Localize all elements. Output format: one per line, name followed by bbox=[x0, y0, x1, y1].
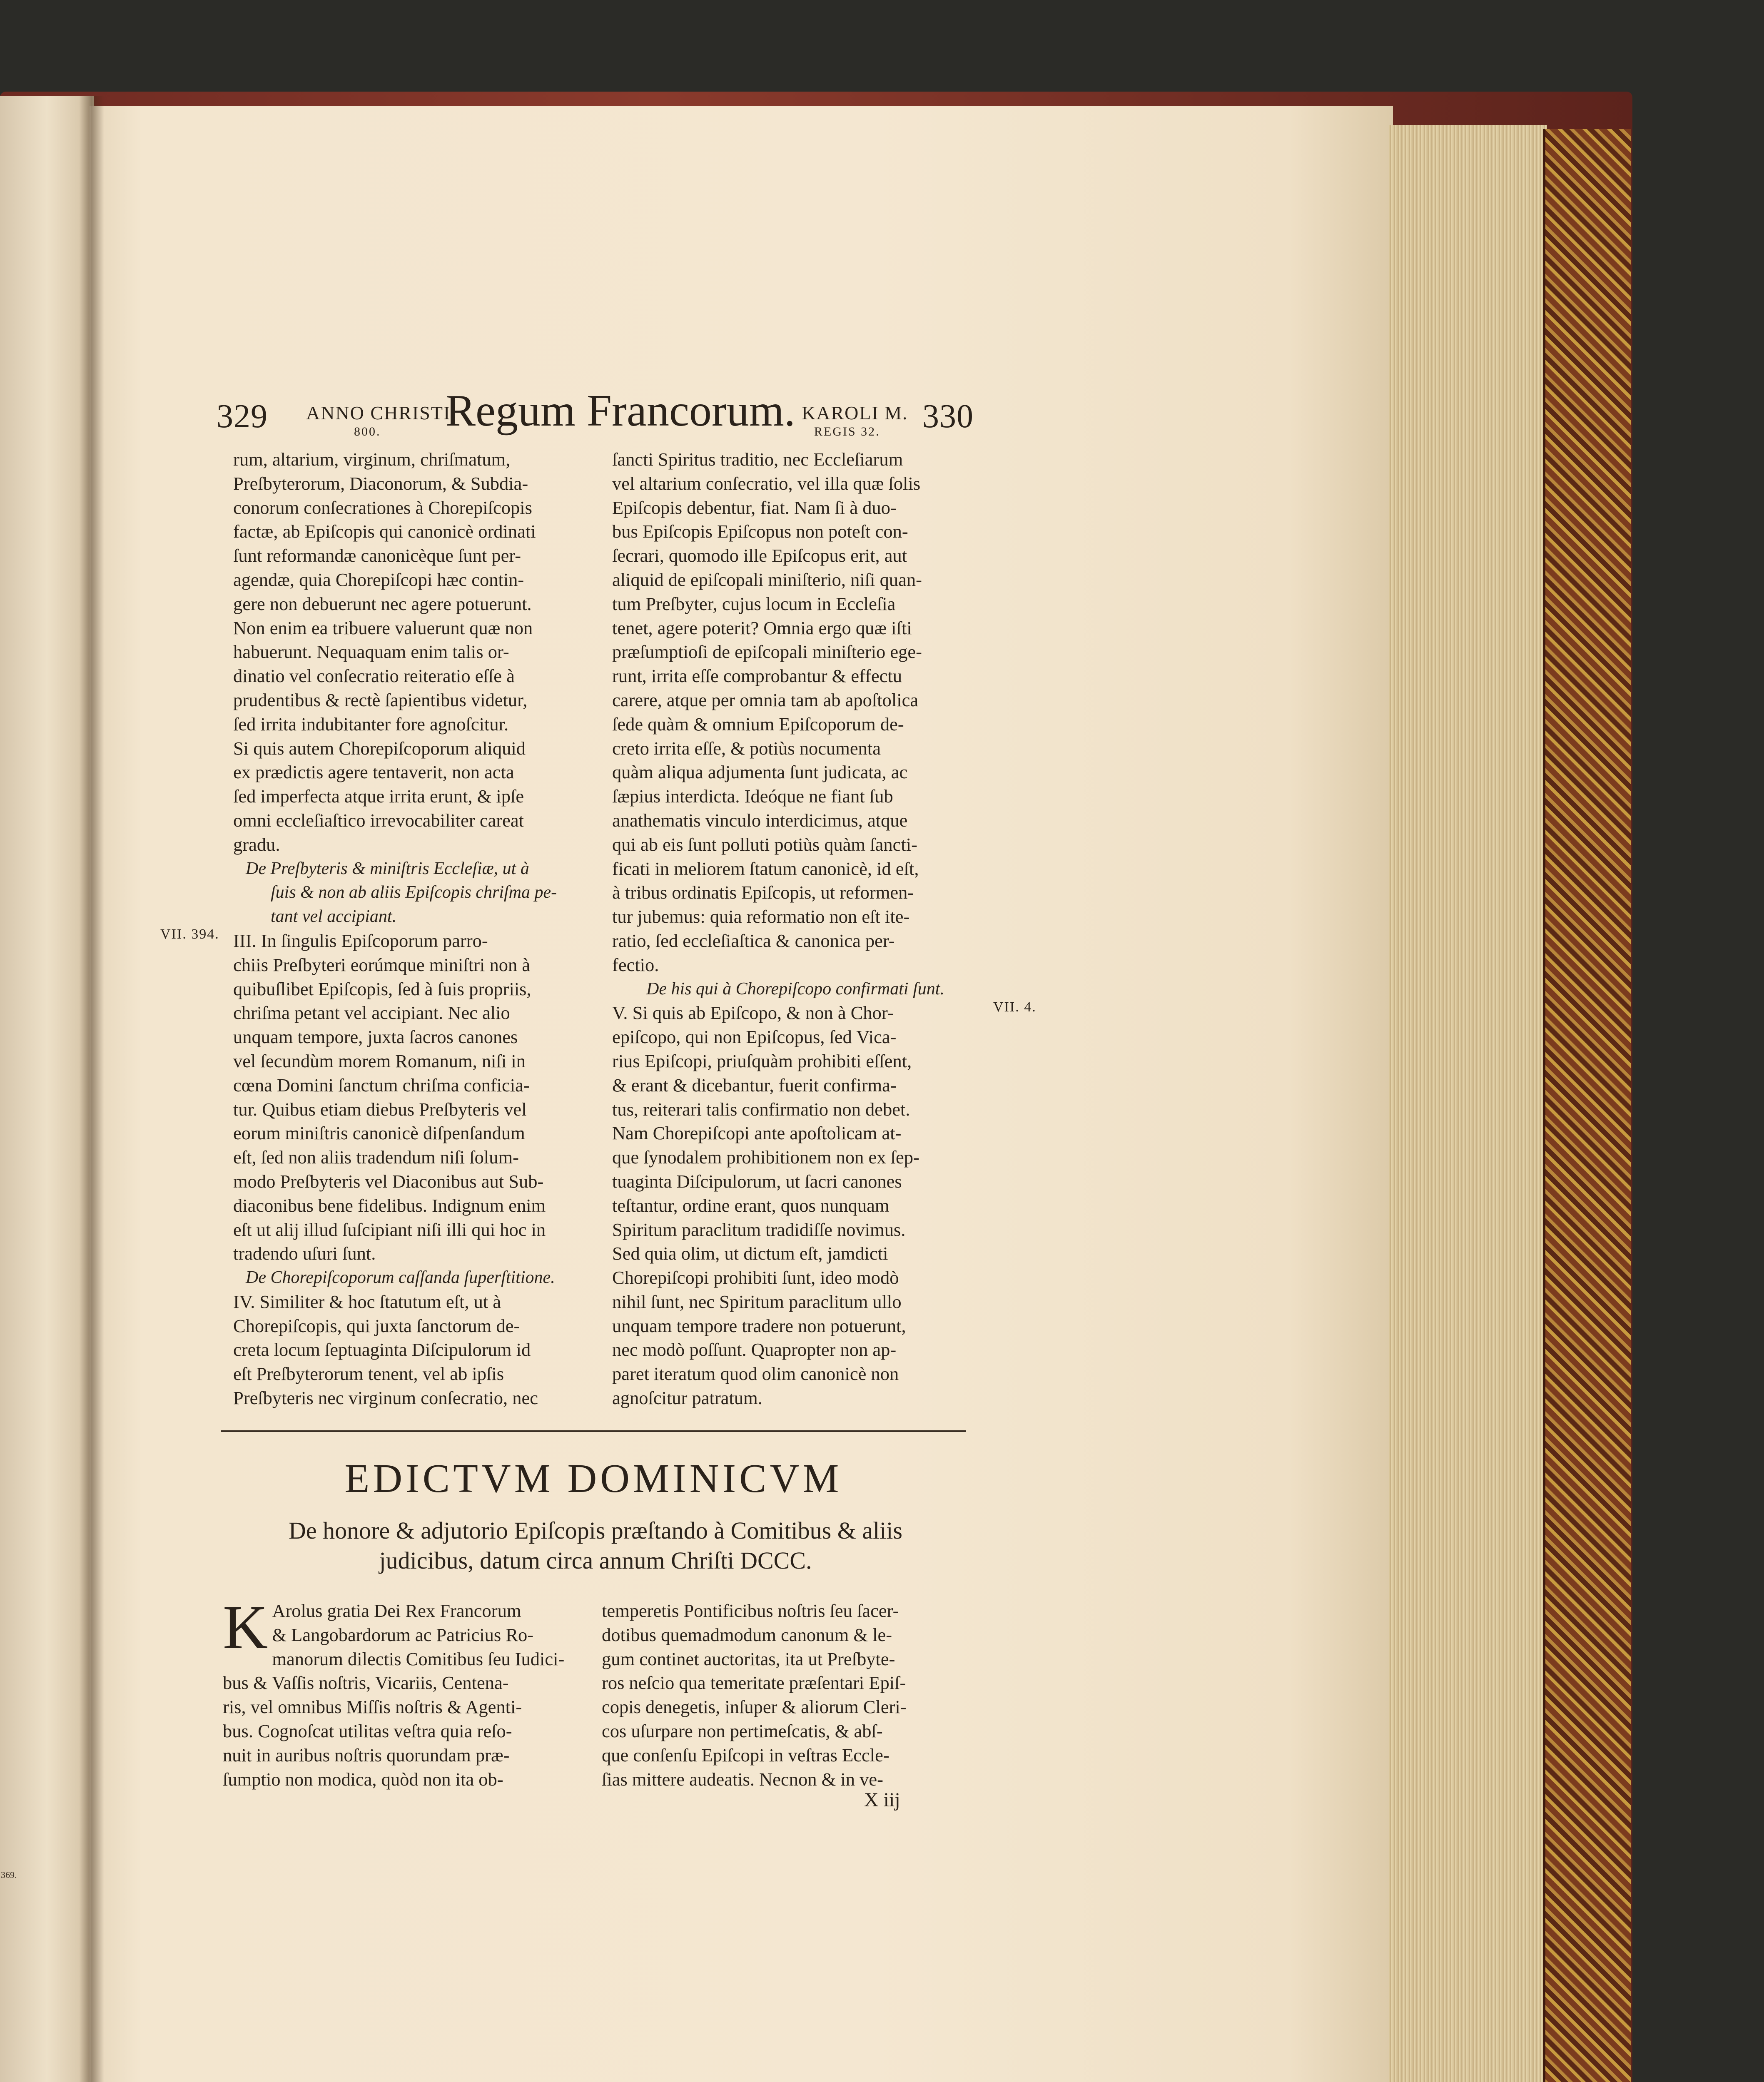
text-line: Epiſcopis debentur, fiat. Nam ſi à duo- bbox=[612, 497, 897, 518]
regis-year: REGIS 32. bbox=[814, 425, 880, 438]
text-line: bus. Cognoſcat utilitas veſtra quia reſo- bbox=[223, 1720, 512, 1741]
text-line: dotibus quemadmodum canonum & le- bbox=[602, 1624, 892, 1645]
left-para-3 bbox=[233, 1290, 600, 1410]
text-line: cœna Domini ſanctum chriſma conficia- bbox=[233, 1074, 530, 1096]
margin-note-right: VII. 4. bbox=[993, 999, 1036, 1015]
text-line: præſumptioſi de epiſcopali miniſterio ege- bbox=[612, 641, 922, 662]
text-line: V. Si quis ab Epiſcopo, & non à Chor- bbox=[612, 1002, 894, 1024]
text-line: eſt, ſed non aliis tradendum niſi ſolum- bbox=[233, 1147, 519, 1168]
text-line: ſias mittere audeatis. Necnon & in ve- bbox=[602, 1768, 883, 1790]
text-line: Chorepiſcopi prohibiti ſunt, ideo modò bbox=[612, 1267, 899, 1288]
text-line: conorum conſecrationes à Chorepiſcopis bbox=[233, 497, 532, 518]
text-line: diaconibus bene fidelibus. Indignum enim bbox=[233, 1195, 546, 1216]
text-line: prudentibus & rectè ſapientibus videtur, bbox=[233, 689, 528, 710]
text-line: Chorepiſcopis, qui juxta ſanctorum de- bbox=[233, 1315, 520, 1336]
section-heading-confirmati: De his qui à Chorepiſcopo confirmati ſunt. bbox=[646, 979, 944, 999]
text-line: tur jubemus: quia reformatio non eſt ite- bbox=[612, 906, 910, 927]
running-title: Regum Francorum. bbox=[446, 386, 795, 436]
left-column bbox=[233, 448, 600, 1410]
text-line: cos uſurpare non pertimeſcatis, & abſ- bbox=[602, 1720, 883, 1741]
text-line: Nam Chorepiſcopi ante apoſtolicam at- bbox=[612, 1123, 902, 1144]
folio-right: 330 bbox=[922, 398, 974, 435]
left-page-margin-note: 369. bbox=[1, 1870, 17, 1880]
text-line: rum, altarium, virginum, chriſmatum, bbox=[233, 449, 511, 470]
text-line: ris, vel omnibus Miſſis noſtris & Agenti- bbox=[223, 1696, 522, 1718]
text-line: tus, reiterari talis confirmatio non debet. bbox=[612, 1098, 910, 1120]
text-line: IV. Similiter & hoc ſtatutum eſt, ut à bbox=[233, 1291, 501, 1312]
text-line: teſtantur, ordine erant, quos nunquam bbox=[612, 1195, 889, 1216]
gutter-shadow bbox=[79, 96, 104, 2082]
text-line: bus Epiſcopis Epiſcopus non poteſt con- bbox=[612, 521, 908, 542]
text-line: Arolus gratia Dei Rex Francorum bbox=[272, 1600, 521, 1621]
margin-note-left: VII. 394. bbox=[160, 926, 219, 942]
heading-line: tant vel accipiant. bbox=[271, 907, 397, 926]
text-line: ſede quàm & omnium Epiſcoporum de- bbox=[612, 713, 904, 735]
text-line: habuerunt. Nequaquam enim talis or- bbox=[233, 641, 509, 662]
text-line: Preſbyteris nec virginum conſecratio, nec bbox=[233, 1387, 538, 1409]
text-line: que conſenſu Epiſcopi in veſtras Eccle- bbox=[602, 1744, 889, 1766]
text-line: factæ, ab Epiſcopis qui canonicè ordinati bbox=[233, 521, 536, 542]
text-line: quibuſlibet Epiſcopis, ſed à ſuis propriis, bbox=[233, 978, 531, 999]
text-line: temperetis Pontificibus noſtris ſeu ſacer- bbox=[602, 1600, 899, 1621]
anno-year: 800. bbox=[354, 425, 381, 438]
text-line: Preſbyterorum, Diaconorum, & Subdia- bbox=[233, 473, 528, 494]
text-line: agendæ, quia Chorepiſcopi hæc contin- bbox=[233, 569, 524, 590]
text-line: copis denegetis, inſuper & aliorum Cleri- bbox=[602, 1696, 907, 1718]
page-edges bbox=[1389, 125, 1547, 2082]
text-line: Spiritum paraclitum tradidiſſe novimus. bbox=[612, 1219, 906, 1240]
text-line: tuaginta Diſcipulorum, ut ſacri canones bbox=[612, 1171, 902, 1192]
text-line: gum continet auctoritas, ita ut Preſbyte- bbox=[602, 1648, 895, 1669]
text-line: manorum dilectis Comitibus ſeu Iudici- bbox=[272, 1648, 565, 1669]
text-line: Non enim ea tribuere valuerunt quæ non bbox=[233, 617, 533, 638]
text-line: nec modò poſſunt. Quapropter non ap- bbox=[612, 1339, 897, 1360]
drop-cap: K bbox=[223, 1593, 268, 1662]
right-para-1 bbox=[612, 448, 979, 977]
text-line: gradu. bbox=[233, 834, 280, 855]
text-line: Sed quia olim, ut dictum eſt, jamdicti bbox=[612, 1243, 888, 1264]
text-line: ſæpius interdicta. Ideóque ne fiant ſub bbox=[612, 786, 893, 807]
text-line: & erant & dicebantur, fuerit confirma- bbox=[612, 1074, 897, 1096]
edict-subtitle-line: De honore & adjutorio Epiſcopis præſtando à Comitibus & aliis bbox=[289, 1517, 902, 1544]
text-line: fectio. bbox=[612, 954, 659, 975]
text-line: epiſcopo, qui non Epiſcopus, ſed Vica- bbox=[612, 1026, 897, 1048]
section-heading-chorepiscopi: De Chorepiſcoporum caſſanda ſuperſtitione. bbox=[246, 1268, 555, 1288]
text-line: que ſynodalem prohibitionem non ex ſep- bbox=[612, 1147, 919, 1168]
karoli-magni: KAROLI M. bbox=[802, 402, 908, 423]
text-line: Si quis autem Chorepiſcoporum aliquid bbox=[233, 737, 526, 759]
text-line: ſed irrita indubitanter fore agnoſcitur. bbox=[233, 713, 509, 735]
left-para-2 bbox=[233, 929, 600, 1266]
anno-christi: ANNO CHRISTI bbox=[306, 402, 451, 423]
text-line: omni eccleſiaſtico irrevocabiliter careat bbox=[233, 809, 524, 831]
text-line: gere non debuerunt nec agere potuerunt. bbox=[233, 593, 532, 614]
text-line: ſunt reformandæ canonicèque ſunt per- bbox=[233, 545, 521, 566]
text-line: ſed imperfecta atque irrita erunt, & ipſe bbox=[233, 786, 524, 807]
text-line: nihil ſunt, nec Spiritum paraclitum ullo bbox=[612, 1291, 902, 1312]
text-line: ros neſcio qua temeritate præſentari Epiſ- bbox=[602, 1672, 906, 1693]
text-line: ſumptio non modica, quòd non ita ob- bbox=[223, 1768, 503, 1790]
text-line: quàm aliqua adjumenta ſunt judicata, ac bbox=[612, 762, 908, 783]
signature-mark: X iij bbox=[864, 1789, 900, 1811]
text-line: & Langobardorum ac Patricius Ro- bbox=[272, 1624, 534, 1645]
folio-left: 329 bbox=[217, 398, 268, 435]
text-line: tur. Quibus etiam diebus Preſbyteris vel bbox=[233, 1098, 527, 1120]
edict-title: EDICTVM DOMINICVM bbox=[344, 1456, 842, 1501]
text-line: eſt ut alij illud ſuſcipiant niſi illi qui hoc in bbox=[233, 1219, 546, 1240]
text-line: eſt Preſbyterorum tenent, vel ab ipſis bbox=[233, 1363, 504, 1385]
text-line: unquam tempore tradere non potuerunt, bbox=[612, 1315, 906, 1336]
edict-subtitle-line: judicibus, datum circa annum Chriſti DCCC. bbox=[379, 1547, 812, 1574]
text-line: creto irrita eſſe, & potiùs nocumenta bbox=[612, 737, 881, 759]
edict-left-column bbox=[223, 1593, 573, 1791]
text-line: vel altarium conſecratio, vel illa quæ ſolis bbox=[612, 473, 921, 494]
text-line: ſancti Spiritus traditio, nec Eccleſiarum bbox=[612, 449, 903, 470]
text-line: nuit in auribus noſtris quorundam præ- bbox=[223, 1744, 510, 1766]
right-column bbox=[612, 448, 979, 1410]
text-line: modo Preſbyteris vel Diaconibus aut Sub- bbox=[233, 1171, 544, 1192]
text-line: eorum miniſtris canonicè diſpenſandum bbox=[233, 1123, 525, 1144]
marbled-edge bbox=[1543, 129, 1631, 2082]
text-line: unquam tempore, juxta ſacros canones bbox=[233, 1026, 518, 1048]
text-line: paret iteratum quod olim canonicè non bbox=[612, 1363, 899, 1385]
text-line: tenet, agere poterit? Omnia ergo quæ iſti bbox=[612, 617, 912, 638]
text-line: runt, irrita eſſe comprobantur & effectu bbox=[612, 665, 902, 687]
section-divider bbox=[221, 1430, 966, 1432]
text-line: agnoſcitur patratum. bbox=[612, 1387, 762, 1409]
text-line: chiis Preſbyteri eorúmque miniſtri non à bbox=[233, 954, 531, 975]
text-line: tradendo uſuri ſunt. bbox=[233, 1243, 376, 1264]
heading-line: ſuis & non ab aliis Epiſcopis chriſma pe- bbox=[271, 883, 557, 902]
text-line: III. In ſingulis Epiſcoporum parro- bbox=[233, 930, 488, 951]
text-line: dinatio vel conſecratio reiteratio eſſe à bbox=[233, 665, 515, 687]
text-line: tum Preſbyter, cujus locum in Eccleſia bbox=[612, 593, 896, 614]
text-line: rius Epiſcopi, priuſquàm prohibiti eſſent, bbox=[612, 1050, 912, 1071]
text-line: aliquid de epiſcopali miniſterio, niſi quan- bbox=[612, 569, 922, 590]
edict-right-column bbox=[602, 1599, 952, 1791]
text-line: à tribus ordinatis Epiſcopis, ut reformen- bbox=[612, 882, 914, 903]
edict-subtitle bbox=[217, 1516, 974, 1576]
left-para-1 bbox=[233, 448, 600, 857]
text-line: ſecrari, quomodo ille Epiſcopus erit, aut bbox=[612, 545, 907, 566]
text-line: creta locum ſeptuaginta Diſcipulorum id bbox=[233, 1339, 531, 1360]
text-line: ex prædictis agere tentaverit, non acta bbox=[233, 762, 514, 783]
text-line: chriſma petant vel accipiant. Nec alio bbox=[233, 1002, 510, 1024]
text-line: carere, atque per omnia tam ab apoſtolica bbox=[612, 689, 919, 710]
text-line: vel ſecundùm morem Romanum, niſi in bbox=[233, 1050, 526, 1071]
text-line: qui ab eis ſunt polluti potiùs quàm ſancti- bbox=[612, 834, 917, 855]
text-line: ficati in meliorem ſtatum canonicè, id eſt, bbox=[612, 858, 919, 879]
heading-line: De Preſbyteris & miniſtris Eccleſiæ, ut à bbox=[246, 859, 529, 878]
text-line: ratio, ſed eccleſiaſtica & canonica per- bbox=[612, 930, 895, 951]
right-para-2 bbox=[612, 1001, 979, 1410]
text-line: bus & Vaſſis noſtris, Vicariis, Centena- bbox=[223, 1672, 509, 1693]
text-line: anathematis vinculo interdicimus, atque bbox=[612, 809, 908, 831]
section-heading-presbyters bbox=[233, 857, 600, 929]
